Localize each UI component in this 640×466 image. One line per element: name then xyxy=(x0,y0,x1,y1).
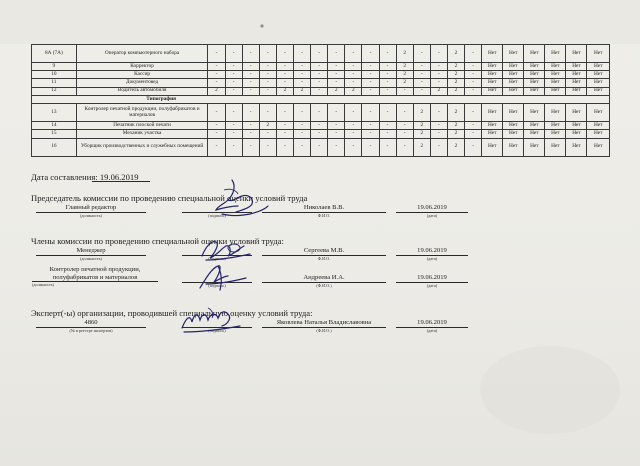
expert-date-field xyxy=(396,319,468,334)
expert-heading: Эксперт(-ы) организации, проводившей специальную оценку условий труда: xyxy=(31,308,313,318)
class-cell: - xyxy=(362,130,379,138)
guarantee-cell: Нет xyxy=(503,130,524,138)
class-cell: - xyxy=(293,138,310,156)
chair-date-caption: (дата) xyxy=(426,213,438,218)
guarantee-cell: Нет xyxy=(587,45,610,63)
class-cell: - xyxy=(413,45,430,63)
row-number: 11 xyxy=(32,79,77,87)
class-cell: - xyxy=(225,104,242,122)
class-cell: - xyxy=(276,71,293,79)
class-cell: - xyxy=(345,130,362,138)
class-cell: - xyxy=(225,87,242,95)
guarantee-cell: Нет xyxy=(524,138,545,156)
class-cell: - xyxy=(328,122,345,130)
class-cell: - xyxy=(259,87,276,95)
class-cell: - xyxy=(465,130,482,138)
class-cell: - xyxy=(465,87,482,95)
guarantee-cell: Нет xyxy=(587,87,610,95)
table-row xyxy=(32,71,610,79)
member1-name-field xyxy=(262,247,386,262)
chair-signature xyxy=(202,176,274,224)
class-cell: 2 xyxy=(293,87,310,95)
row-number: 15 xyxy=(32,130,77,138)
member2-name-caption: (Ф.И.О.) xyxy=(316,283,332,288)
class-cell: - xyxy=(328,71,345,79)
class-cell: 2 xyxy=(328,87,345,95)
guarantee-cell: Нет xyxy=(524,79,545,87)
guarantee-cell: Нет xyxy=(482,79,503,87)
class-cell: - xyxy=(345,138,362,156)
class-cell: 2 xyxy=(396,71,413,79)
member2-position-caption: (должность) xyxy=(32,282,54,287)
member1-name: Сергеева М.В. xyxy=(262,247,386,256)
guarantee-cell: Нет xyxy=(524,87,545,95)
class-cell: - xyxy=(259,63,276,71)
guarantee-cell: Нет xyxy=(545,63,566,71)
expert-date-caption: (дата) xyxy=(426,328,438,333)
guarantee-cell: Нет xyxy=(524,71,545,79)
class-cell: - xyxy=(225,138,242,156)
guarantee-cell: Нет xyxy=(587,79,610,87)
chair-name-field xyxy=(262,204,386,219)
class-cell: - xyxy=(430,138,447,156)
class-cell: - xyxy=(362,63,379,71)
row-number: 10 xyxy=(32,71,77,79)
class-cell: - xyxy=(293,45,310,63)
class-cell: - xyxy=(430,71,447,79)
class-cell: - xyxy=(328,138,345,156)
guarantee-cell: Нет xyxy=(566,79,587,87)
guarantee-cell: Нет xyxy=(524,130,545,138)
class-cell: 2 xyxy=(208,87,225,95)
class-cell: - xyxy=(362,87,379,95)
class-cell: - xyxy=(430,45,447,63)
class-cell: 2 xyxy=(430,87,447,95)
member1-date: 19.06.2019 xyxy=(396,247,468,256)
class-cell: - xyxy=(396,104,413,122)
guarantee-cell: Нет xyxy=(587,130,610,138)
class-cell: - xyxy=(208,71,225,79)
class-cell: - xyxy=(311,130,328,138)
member1-date-field xyxy=(396,247,468,262)
class-cell: - xyxy=(328,63,345,71)
class-cell: - xyxy=(242,138,259,156)
class-cell: - xyxy=(259,45,276,63)
class-cell: - xyxy=(311,138,328,156)
chair-position-caption: (должность) xyxy=(80,213,102,218)
member1-position: Менеджер xyxy=(36,247,146,256)
class-cell: - xyxy=(276,45,293,63)
class-cell: - xyxy=(293,71,310,79)
class-cell: - xyxy=(311,71,328,79)
class-cell: 2 xyxy=(413,130,430,138)
chair-date-field xyxy=(396,204,468,219)
guarantee-cell: Нет xyxy=(545,45,566,63)
class-cell: - xyxy=(208,122,225,130)
class-cell: - xyxy=(328,104,345,122)
guarantee-cell: Нет xyxy=(587,71,610,79)
class-cell: - xyxy=(225,45,242,63)
class-cell: - xyxy=(311,87,328,95)
row-number: 13 xyxy=(32,104,77,122)
guarantee-cell: Нет xyxy=(503,63,524,71)
member2-position: Контролер печатной продукции, полуфабрикатов и материалов xyxy=(32,266,158,282)
class-cell: - xyxy=(242,63,259,71)
class-cell: - xyxy=(465,63,482,71)
guarantee-cell: Нет xyxy=(545,79,566,87)
class-cell: - xyxy=(430,79,447,87)
class-cell: - xyxy=(379,45,396,63)
guarantee-cell: Нет xyxy=(587,63,610,71)
guarantee-cell: Нет xyxy=(566,122,587,130)
expert-name-field xyxy=(262,319,386,334)
guarantee-cell: Нет xyxy=(545,122,566,130)
guarantee-cell: Нет xyxy=(482,87,503,95)
guarantee-cell: Нет xyxy=(482,122,503,130)
job-title: Контролер печатной продукции, полуфабрикатов и материалов xyxy=(76,104,208,122)
class-cell: - xyxy=(430,63,447,71)
class-cell: 2 xyxy=(447,45,464,63)
table-row xyxy=(32,45,610,63)
class-cell: - xyxy=(276,130,293,138)
member1-date-caption: (дата) xyxy=(426,256,438,261)
guarantee-cell: Нет xyxy=(503,87,524,95)
scan-smudge xyxy=(470,330,630,450)
member2-date-field xyxy=(396,274,468,289)
class-cell: - xyxy=(276,138,293,156)
class-cell: - xyxy=(328,79,345,87)
class-cell: - xyxy=(430,130,447,138)
class-cell: - xyxy=(242,87,259,95)
expert-sign-caption: (подпись) xyxy=(208,328,226,333)
class-cell: - xyxy=(293,122,310,130)
guarantee-cell: Нет xyxy=(566,45,587,63)
class-cell: 2 xyxy=(396,63,413,71)
class-cell: - xyxy=(276,104,293,122)
chair-sign-caption: (подпись) xyxy=(208,213,226,218)
class-cell: - xyxy=(379,87,396,95)
class-cell: - xyxy=(465,138,482,156)
member1-position-caption: (должность) xyxy=(80,256,102,261)
chair-date: 19.06.2019 xyxy=(396,204,468,213)
job-title: Оператор компьютерного набора xyxy=(76,45,208,63)
guarantee-cell: Нет xyxy=(482,71,503,79)
expert-reg-field xyxy=(36,319,146,334)
class-cell: - xyxy=(362,45,379,63)
class-cell: - xyxy=(413,87,430,95)
class-cell: 2 xyxy=(396,79,413,87)
class-cell: - xyxy=(379,104,396,122)
row-number: 9 xyxy=(32,63,77,71)
row-number: 12 xyxy=(32,87,77,95)
class-cell: - xyxy=(276,122,293,130)
guarantee-cell: Нет xyxy=(587,104,610,122)
guarantee-cell: Нет xyxy=(545,130,566,138)
class-cell: - xyxy=(225,79,242,87)
table-row xyxy=(32,104,610,122)
guarantee-cell: Нет xyxy=(524,45,545,63)
expert-reg-number: 4860 xyxy=(36,319,146,328)
class-cell: - xyxy=(208,104,225,122)
member2-name-field xyxy=(262,274,386,289)
class-cell: - xyxy=(396,130,413,138)
guarantee-cell: Нет xyxy=(587,138,610,156)
table-row xyxy=(32,138,610,156)
guarantee-cell: Нет xyxy=(587,122,610,130)
class-cell: 2 xyxy=(447,87,464,95)
date-underline xyxy=(92,181,150,182)
job-title: Корректор xyxy=(76,63,208,71)
class-cell: - xyxy=(465,71,482,79)
expert-date: 19.06.2019 xyxy=(396,319,468,328)
chair-name: Николаев В.В. xyxy=(262,204,386,213)
class-cell: - xyxy=(379,71,396,79)
job-title: Уборщик производственных и служебных помещений xyxy=(76,138,208,156)
class-cell: 2 xyxy=(413,122,430,130)
guarantee-cell: Нет xyxy=(545,71,566,79)
class-cell: - xyxy=(208,130,225,138)
class-cell: - xyxy=(208,79,225,87)
assessment-results-table xyxy=(31,44,610,157)
member2-date-caption: (дата) xyxy=(426,283,438,288)
job-title: Печатник плоской печати xyxy=(76,122,208,130)
class-cell: - xyxy=(345,104,362,122)
class-cell: - xyxy=(208,63,225,71)
member2-signature xyxy=(192,260,252,294)
member2-name: Андреева И.А. xyxy=(262,274,386,283)
class-cell: 2 xyxy=(447,130,464,138)
class-cell: - xyxy=(362,71,379,79)
class-cell: - xyxy=(242,79,259,87)
class-cell: - xyxy=(413,79,430,87)
expert-signature xyxy=(178,304,244,336)
class-cell: 2 xyxy=(276,87,293,95)
row-number: 16 xyxy=(32,138,77,156)
table-section-row xyxy=(32,95,610,104)
class-cell: - xyxy=(345,45,362,63)
job-title: Механик участка xyxy=(76,130,208,138)
chair-heading: Председатель комиссии по проведению специальной оценки условий труда xyxy=(31,193,308,203)
class-cell: - xyxy=(413,71,430,79)
class-cell: 2 xyxy=(413,138,430,156)
expert-reg-caption: (№ в реестре экспертов) xyxy=(69,328,113,333)
class-cell: - xyxy=(430,122,447,130)
class-cell: - xyxy=(293,63,310,71)
class-cell: - xyxy=(465,79,482,87)
expert-name: Яковлева Наталья Владиславовна xyxy=(262,319,386,328)
class-cell: - xyxy=(311,104,328,122)
guarantee-cell: Нет xyxy=(566,87,587,95)
class-cell: - xyxy=(396,87,413,95)
job-title: Кассир xyxy=(76,71,208,79)
member1-sign-caption: (подпись) xyxy=(208,256,226,261)
guarantee-cell: Нет xyxy=(503,79,524,87)
class-cell: - xyxy=(225,122,242,130)
job-title: Документовед xyxy=(76,79,208,87)
class-cell: - xyxy=(379,130,396,138)
guarantee-cell: Нет xyxy=(566,130,587,138)
class-cell: - xyxy=(293,104,310,122)
expert-name-caption: (Ф.И.О.) xyxy=(316,328,332,333)
class-cell: 2 xyxy=(447,71,464,79)
class-cell: - xyxy=(311,63,328,71)
class-cell: - xyxy=(465,45,482,63)
row-number: 8А (7А) xyxy=(32,45,77,63)
class-cell: - xyxy=(396,122,413,130)
guarantee-cell: Нет xyxy=(482,138,503,156)
guarantee-cell: Нет xyxy=(482,63,503,71)
class-cell: - xyxy=(362,122,379,130)
class-cell: - xyxy=(328,45,345,63)
class-cell: - xyxy=(465,122,482,130)
row-number: 14 xyxy=(32,122,77,130)
member2-sign-caption: (подпись) xyxy=(208,283,226,288)
class-cell: 2 xyxy=(447,63,464,71)
class-cell: - xyxy=(242,130,259,138)
guarantee-cell: Нет xyxy=(482,130,503,138)
guarantee-cell: Нет xyxy=(545,87,566,95)
guarantee-cell: Нет xyxy=(524,63,545,71)
class-cell: - xyxy=(465,104,482,122)
class-cell: 2 xyxy=(447,122,464,130)
chair-position: Главный редактор xyxy=(36,204,146,213)
member2-position-field xyxy=(32,266,158,288)
class-cell: - xyxy=(413,63,430,71)
class-cell: - xyxy=(362,138,379,156)
guarantee-cell: Нет xyxy=(503,138,524,156)
class-cell: - xyxy=(379,122,396,130)
table-row xyxy=(32,87,610,95)
class-cell: - xyxy=(328,130,345,138)
table-row xyxy=(32,130,610,138)
member2-date: 19.06.2019 xyxy=(396,274,468,283)
class-cell: - xyxy=(242,45,259,63)
class-cell: 2 xyxy=(447,138,464,156)
guarantee-cell: Нет xyxy=(566,71,587,79)
class-cell: - xyxy=(276,79,293,87)
class-cell: - xyxy=(311,45,328,63)
class-cell: - xyxy=(379,79,396,87)
class-cell: 2 xyxy=(447,104,464,122)
class-cell: - xyxy=(293,79,310,87)
table-row xyxy=(32,122,610,130)
class-cell: - xyxy=(345,122,362,130)
class-cell: - xyxy=(345,63,362,71)
class-cell: - xyxy=(242,71,259,79)
class-cell: - xyxy=(293,130,310,138)
class-cell: - xyxy=(345,79,362,87)
class-cell: 2 xyxy=(413,104,430,122)
class-cell: - xyxy=(242,104,259,122)
class-cell: - xyxy=(259,71,276,79)
guarantee-cell: Нет xyxy=(503,104,524,122)
class-cell: - xyxy=(242,122,259,130)
class-cell: - xyxy=(259,79,276,87)
class-cell: - xyxy=(208,138,225,156)
class-cell: - xyxy=(379,138,396,156)
class-cell: - xyxy=(208,45,225,63)
class-cell: - xyxy=(379,63,396,71)
class-cell: - xyxy=(225,63,242,71)
members-heading: Члены комиссии по проведению специальной оценки условий труда: xyxy=(31,236,284,246)
class-cell: 2 xyxy=(259,122,276,130)
guarantee-cell: Нет xyxy=(524,122,545,130)
class-cell: - xyxy=(259,138,276,156)
member1-name-caption: Ф.И.О. xyxy=(317,256,331,261)
class-cell: - xyxy=(345,71,362,79)
class-cell: - xyxy=(430,104,447,122)
guarantee-cell: Нет xyxy=(545,104,566,122)
guarantee-cell: Нет xyxy=(566,104,587,122)
member1-position-field xyxy=(36,247,146,262)
guarantee-cell: Нет xyxy=(524,104,545,122)
guarantee-cell: Нет xyxy=(482,104,503,122)
chair-name-caption: Ф.И.О. xyxy=(317,213,331,218)
date-line: Дата составления: 19.06.2019 xyxy=(31,172,139,182)
class-cell: - xyxy=(225,130,242,138)
guarantee-cell: Нет xyxy=(503,122,524,130)
class-cell: 2 xyxy=(396,45,413,63)
class-cell: - xyxy=(311,122,328,130)
chair-position-field xyxy=(36,204,146,219)
class-cell: 2 xyxy=(447,79,464,87)
table-row xyxy=(32,79,610,87)
job-title: Водитель автомобиля xyxy=(76,87,208,95)
class-cell: - xyxy=(276,63,293,71)
guarantee-cell: Нет xyxy=(482,45,503,63)
class-cell: - xyxy=(225,71,242,79)
class-cell: - xyxy=(396,138,413,156)
guarantee-cell: Нет xyxy=(566,138,587,156)
guarantee-cell: Нет xyxy=(503,45,524,63)
guarantee-cell: Нет xyxy=(503,71,524,79)
class-cell: - xyxy=(259,104,276,122)
class-cell: - xyxy=(362,104,379,122)
section-title: Типография xyxy=(76,95,609,104)
class-cell: - xyxy=(311,79,328,87)
table-row xyxy=(32,63,610,71)
class-cell: - xyxy=(362,79,379,87)
class-cell: 2 xyxy=(345,87,362,95)
guarantee-cell: Нет xyxy=(566,63,587,71)
guarantee-cell: Нет xyxy=(545,138,566,156)
scan-shadow xyxy=(0,0,640,44)
class-cell: - xyxy=(259,130,276,138)
